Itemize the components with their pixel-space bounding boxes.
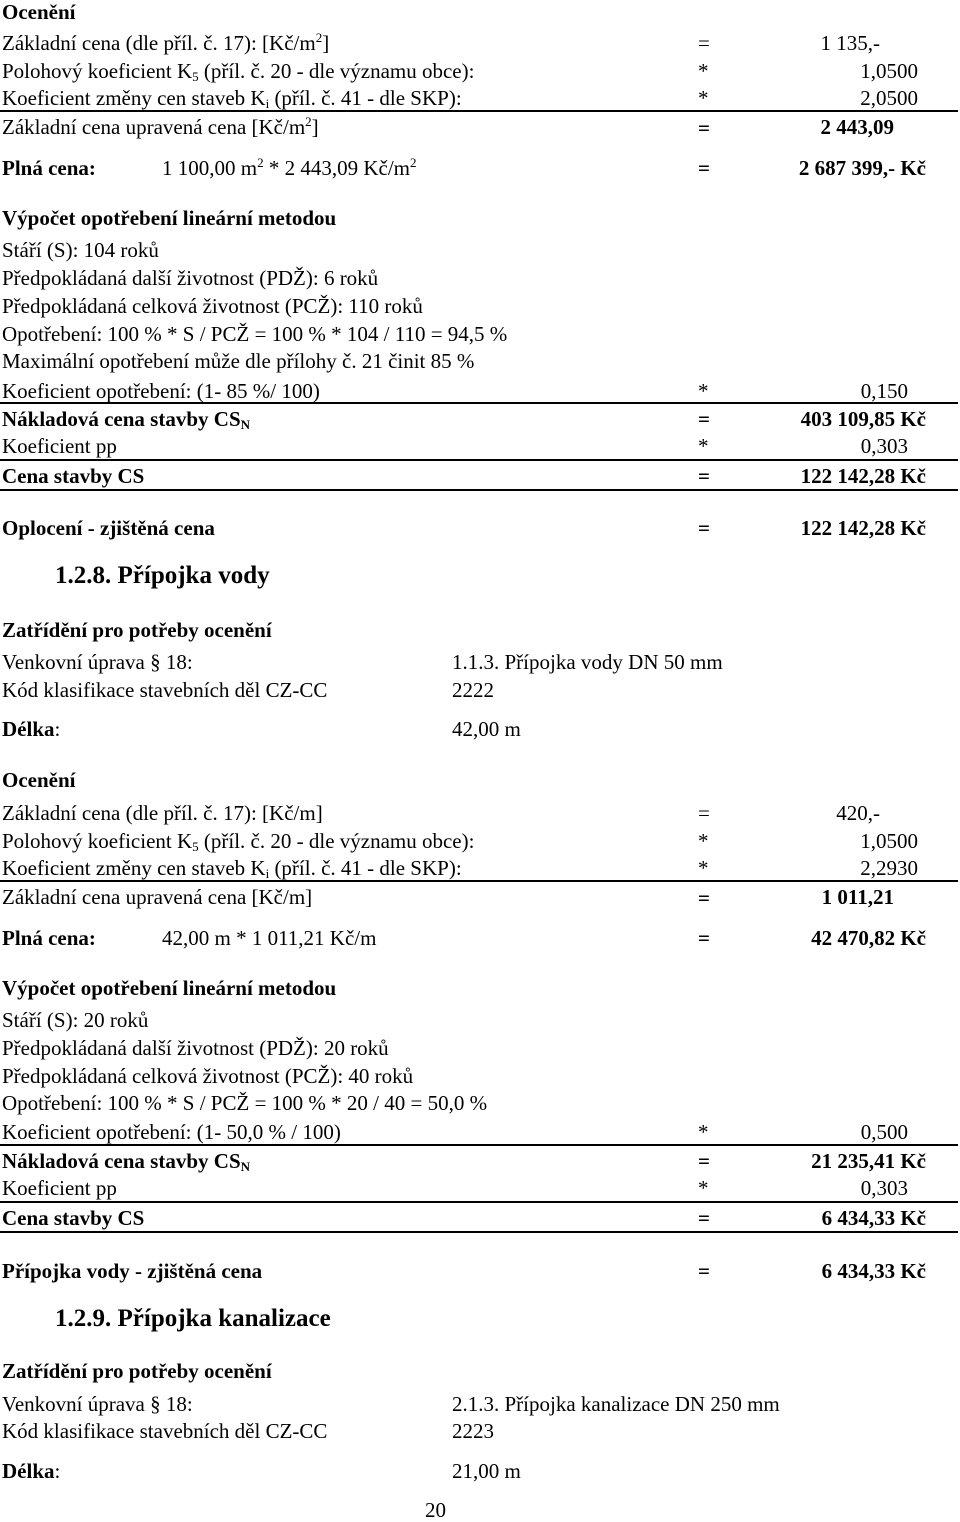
cz-cc-code-label: Kód klasifikace stavebních děl CZ-CC xyxy=(2,678,328,702)
divider xyxy=(0,489,958,491)
adjusted-price-label: Základní cena upravená cena [Kč/m] xyxy=(2,885,313,909)
length-label: Délka: xyxy=(2,717,61,741)
wear-line: Stáří (S): 104 roků xyxy=(2,238,159,262)
fence-result-operator: = xyxy=(698,516,710,540)
pp-coef-label: Koeficient pp xyxy=(2,434,117,458)
location-coef-operator: * xyxy=(698,59,709,83)
full-price-value: 2 687 399,- Kč xyxy=(798,156,926,180)
cost-price-operator: = xyxy=(698,1149,710,1173)
base-price-value: 1 135,- xyxy=(820,31,880,55)
full-price-label: Plná cena: xyxy=(2,156,96,180)
wear-line: Maximální opotřebení může dle přílohy č. 21 činit 85 % xyxy=(2,349,475,373)
full-price-label: Plná cena: xyxy=(2,926,96,950)
cost-price-value: 21 235,41 Kč xyxy=(811,1149,926,1173)
location-coef-value: 1,0500 xyxy=(860,59,918,83)
pp-coef-label: Koeficient pp xyxy=(2,1176,117,1200)
length-label: Délka: xyxy=(2,1459,61,1483)
base-price-value: 420,- xyxy=(836,801,880,825)
building-price-value: 6 434,33 Kč xyxy=(821,1206,926,1230)
cost-price-label: Nákladová cena stavby $CS_N$ xyxy=(2,1149,251,1174)
valuation-heading: Ocenění xyxy=(2,0,76,24)
outdoor-type-label: Venkovní úprava § 18: xyxy=(2,1392,193,1416)
wear-line: Stáří (S): 20 roků xyxy=(2,1008,149,1032)
length-value: 21,00 m xyxy=(452,1459,521,1483)
fence-result-label: Oplocení - zjištěná cena xyxy=(2,516,215,540)
price-change-coef-operator: * xyxy=(698,86,709,110)
cz-cc-code-label: Kód klasifikace stavebních děl CZ-CC xyxy=(2,1419,328,1443)
wear-coef-operator: * xyxy=(698,379,709,403)
base-price-label: Základní cena (dle příl. č. 17): [Kč/m] xyxy=(2,801,323,825)
price-change-coef-label: Koeficient změny cen staveb $K_i$ (příl. č. 41 - dle SKP): xyxy=(2,86,462,111)
adjusted-price-operator: = xyxy=(698,116,710,140)
length-value: 42,00 m xyxy=(452,717,521,741)
wear-heading: Výpočet opotřebení lineární metodou xyxy=(2,206,337,230)
full-price-expression: 42,00 m * 1 011,21 Kč/m xyxy=(162,926,377,950)
water-connection-result-operator: = xyxy=(698,1259,710,1283)
pp-coef-operator: * xyxy=(698,1176,709,1200)
location-coef-label: Polohový koeficient $K_5$ (příl. č. 20 - dle významu obce): xyxy=(2,59,475,84)
full-price-operator: = xyxy=(698,156,710,180)
adjusted-price-value: 2 443,09 xyxy=(820,115,894,139)
building-price-label: Cena stavby CS xyxy=(2,1206,145,1230)
classification-heading: Zatřídění pro potřeby ocenění xyxy=(2,1359,272,1383)
wear-line: Předpokládaná celková životnost (PCŽ): 40 roků xyxy=(2,1064,414,1088)
water-connection-result-label: Přípojka vody - zjištěná cena xyxy=(2,1259,263,1283)
cz-cc-code-value: 2222 xyxy=(452,678,494,702)
price-change-coef-value: 2,0500 xyxy=(860,86,918,110)
outdoor-type-value: 1.1.3. Přípojka vody DN 50 mm xyxy=(452,650,723,674)
full-price-operator: = xyxy=(698,926,710,950)
page-number: 20 xyxy=(425,1498,446,1522)
section-title: 1.2.9. Přípojka kanalizace xyxy=(55,1305,331,1332)
adjusted-price-label: Základní cena upravená cena $[Kč/m^2]$ xyxy=(2,114,319,139)
full-price-value: 42 470,82 Kč xyxy=(811,926,926,950)
base-price-operator: = xyxy=(698,801,710,825)
wear-coef-label: Koeficient opotřebení: (1- 50,0 % / 100) xyxy=(2,1120,341,1144)
wear-coef-value: 0,500 xyxy=(860,1120,908,1144)
pp-coef-value: 0,303 xyxy=(860,434,908,458)
cost-price-label: Nákladová cena stavby $CS_N$ xyxy=(2,407,251,432)
building-price-operator: = xyxy=(698,464,710,488)
wear-coef-operator: * xyxy=(698,1120,709,1144)
wear-line: Předpokládaná další životnost (PDŽ): 6 roků xyxy=(2,266,379,290)
location-coef-operator: * xyxy=(698,829,709,853)
price-change-coef-operator: * xyxy=(698,856,709,880)
wear-coef-value: 0,150 xyxy=(860,379,908,403)
pp-coef-operator: * xyxy=(698,434,709,458)
building-price-label: Cena stavby CS xyxy=(2,464,145,488)
outdoor-type-value: 2.1.3. Přípojka kanalizace DN 250 mm xyxy=(452,1392,780,1416)
wear-heading: Výpočet opotřebení lineární metodou xyxy=(2,976,337,1000)
divider xyxy=(0,1231,958,1233)
building-price-value: 122 142,28 Kč xyxy=(800,464,926,488)
divider xyxy=(0,1144,958,1146)
cost-price-value: 403 109,85 Kč xyxy=(800,407,926,431)
price-change-coef-value: 2,2930 xyxy=(860,856,918,880)
fence-result-value: 122 142,28 Kč xyxy=(800,516,926,540)
divider xyxy=(0,459,958,461)
adjusted-price-operator: = xyxy=(698,886,710,910)
wear-line: Opotřebení: 100 % * S / PCŽ = 100 % * 104 / 110 = 94,5 % xyxy=(2,322,508,346)
water-connection-result-value: 6 434,33 Kč xyxy=(821,1259,926,1283)
valuation-heading: Ocenění xyxy=(2,768,76,792)
divider xyxy=(0,402,958,404)
wear-line: Předpokládaná další životnost (PDŽ): 20 roků xyxy=(2,1036,389,1060)
wear-coef-label: Koeficient opotřebení: (1- 85 %/ 100) xyxy=(2,379,320,403)
cost-price-operator: = xyxy=(698,407,710,431)
location-coef-value: 1,0500 xyxy=(860,829,918,853)
divider xyxy=(0,880,958,882)
divider xyxy=(0,1201,958,1203)
wear-line: Předpokládaná celková životnost (PCŽ): 110 roků xyxy=(2,294,423,318)
building-price-operator: = xyxy=(698,1206,710,1230)
base-price-operator: = xyxy=(698,31,710,55)
cz-cc-code-value: 2223 xyxy=(452,1419,494,1443)
wear-line: Opotřebení: 100 % * S / PCŽ = 100 % * 20 / 40 = 50,0 % xyxy=(2,1091,488,1115)
outdoor-type-label: Venkovní úprava § 18: xyxy=(2,650,193,674)
full-price-expression: 1 100,00 $m^2 * 2$ 443,09 $Kč/m^2$ xyxy=(162,155,417,180)
price-change-coef-label: Koeficient změny cen staveb $K_i$ (příl. č. 41 - dle SKP): xyxy=(2,856,462,881)
base-price-label: Základní cena (dle příl. č. 17): $[Kč/m^2]$ xyxy=(2,30,330,55)
location-coef-label: Polohový koeficient $K_5$ (příl. č. 20 - dle významu obce): xyxy=(2,829,475,854)
classification-heading: Zatřídění pro potřeby ocenění xyxy=(2,618,272,642)
section-title: 1.2.8. Přípojka vody xyxy=(55,562,270,589)
adjusted-price-value: 1 011,21 xyxy=(821,885,894,909)
divider xyxy=(0,110,958,112)
pp-coef-value: 0,303 xyxy=(860,1176,908,1200)
